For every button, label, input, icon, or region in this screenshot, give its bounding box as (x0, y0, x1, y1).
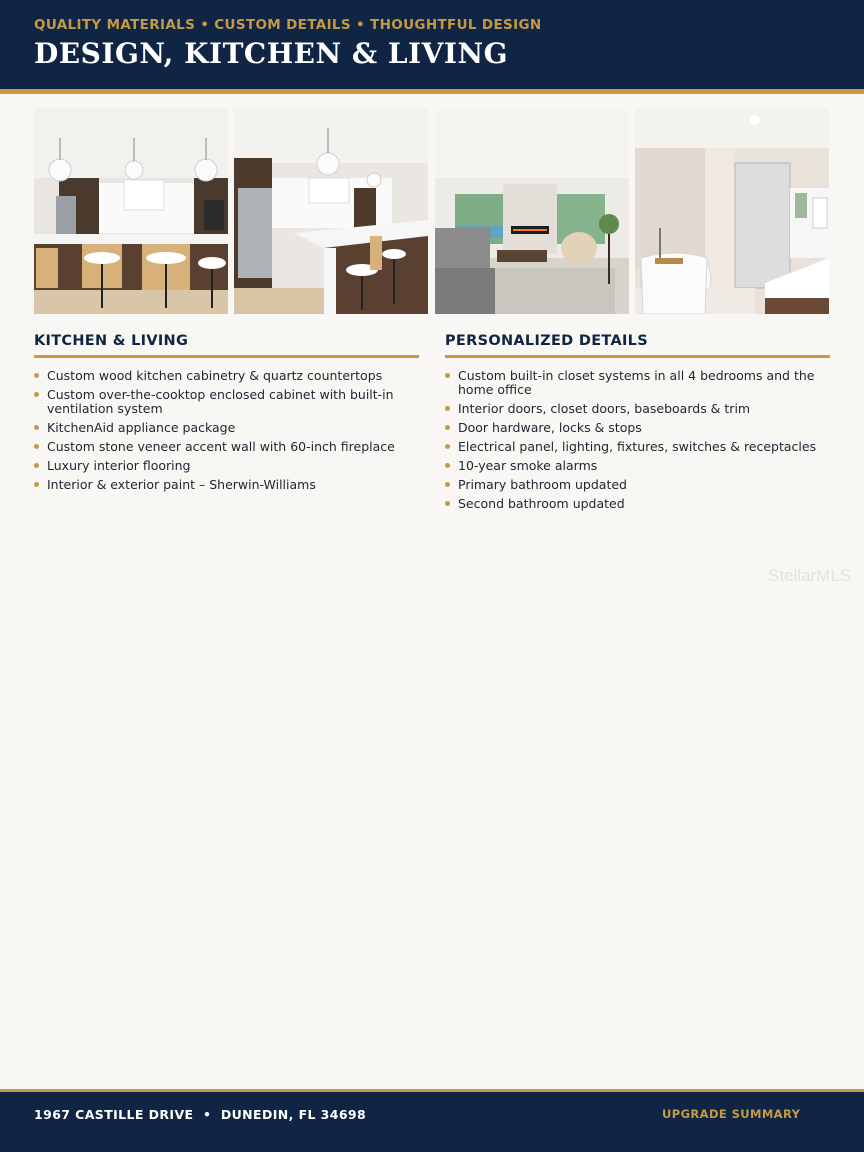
list-item: Custom wood kitchen cabinetry & quartz countertops (34, 369, 419, 383)
list-item: 10-year smoke alarms (445, 459, 830, 473)
section-heading-personalized-details: PERSONALIZED DETAILS (445, 333, 830, 358)
kitchen-island-photo (34, 108, 228, 314)
kitchen-waterfall-island-photo (234, 108, 428, 314)
property-address: 1967 CASTILLE DRIVE • DUNEDIN, FL 34698 (34, 1107, 367, 1122)
list-item: Door hardware, locks & stops (445, 421, 830, 435)
bullet-icon (34, 425, 39, 430)
list-item: Interior doors, closet doors, baseboards & trim (445, 402, 830, 416)
list-item: Primary bathroom updated (445, 478, 830, 492)
bullet-icon (34, 444, 39, 449)
kitchen-living-list (34, 369, 419, 492)
header-gold-rule (0, 89, 864, 94)
list-item: Electrical panel, lighting, fixtures, switches & receptacles (445, 440, 830, 454)
list-item: Custom stone veneer accent wall with 60-inch fireplace (34, 440, 419, 454)
living-room-fireplace-photo (435, 108, 629, 314)
personalized-details-section (445, 333, 830, 516)
footer-bar (0, 1092, 864, 1152)
page-title: DESIGN, KITCHEN & LIVING (34, 37, 508, 70)
stellarmls-watermark: StellarMLS (768, 566, 852, 585)
bullet-icon (445, 463, 450, 468)
list-item: KitchenAid appliance package (34, 421, 419, 435)
photo-strip (34, 108, 829, 314)
list-item: Interior & exterior paint – Sherwin-Williams (34, 478, 419, 492)
bullet-icon (445, 373, 450, 378)
bathroom-freestanding-tub-photo (635, 108, 829, 314)
bullet-icon (445, 482, 450, 487)
upgrade-summary-label: UPGRADE SUMMARY (662, 1107, 801, 1121)
bullet-icon (445, 501, 450, 506)
bullet-icon (445, 425, 450, 430)
bullet-icon (445, 406, 450, 411)
bullet-icon (34, 392, 39, 397)
bullet-icon (445, 444, 450, 449)
personalized-details-list (445, 369, 830, 511)
bullet-icon (34, 482, 39, 487)
list-item: Luxury interior flooring (34, 459, 419, 473)
kitchen-living-section (34, 333, 419, 497)
bullet-icon (34, 373, 39, 378)
list-item: Second bathroom updated (445, 497, 830, 511)
list-item: Custom over-the-cooktop enclosed cabinet with built-in ventilation system (34, 388, 419, 416)
list-item: Custom built-in closet systems in all 4 bedrooms and the home office (445, 369, 830, 397)
header-tagline: QUALITY MATERIALS • CUSTOM DETAILS • THOUGHTFUL DESIGN (34, 17, 542, 33)
section-heading-kitchen-living: KITCHEN & LIVING (34, 333, 419, 358)
bullet-icon (34, 463, 39, 468)
